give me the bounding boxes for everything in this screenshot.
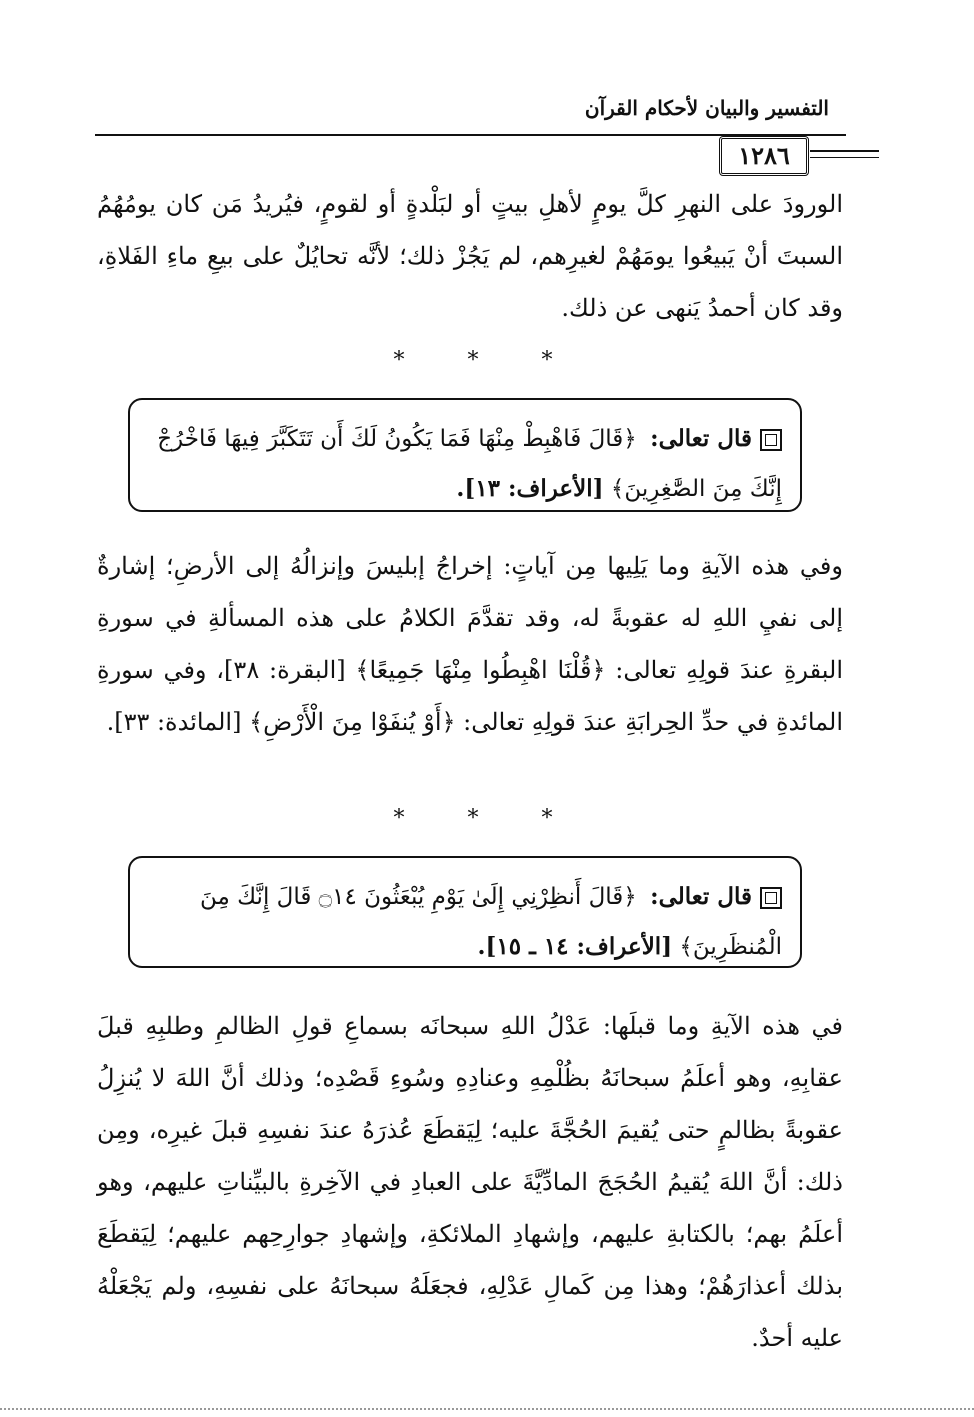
paragraph-2: وفي هذه الآيةِ وما يَلِيها مِن آياتٍ: إخراجُ إبليسَ وإنزالُهُ إلى الأرضِ؛ إشارةٌ إلى نفيِ اللهِ له عقوبةً له، وقد تقدَّمَ الكلامُ على هذه المسألةِ في سورةِ البقرةِ عندَ قولِهِ تعالى: ﴿قُلْنَا اهْبِطُوا مِنْهَا جَمِيعًا﴾ [البقرة: ٣٨]، وفي سورةِ المائدةِ في حدِّ الحِرابَةِ عندَ قولِهِ تعالى: ﴿أَوْ يُنفَوْا مِنَ الْأَرْضِ﴾ [المائدة: ٣٣]. <box>97 552 843 736</box>
page-edge <box>0 1408 974 1412</box>
verse-box-1 <box>128 398 802 512</box>
quran-verse: ﴿قَالَ أَنظِرْنِي إِلَىٰ يَوْمِ يُبْعَثُونَ ۝١٤ قَالَ إِنَّكَ مِنَ الْمُنظَرِينَ﴾ <box>200 884 782 960</box>
section-divider: * * * <box>393 806 581 831</box>
verse-speaker: قال تعالى: <box>650 883 752 910</box>
verse-box-2 <box>128 856 802 968</box>
verse-speaker: قال تعالى: <box>650 425 752 452</box>
header-rule-right-thin <box>810 157 879 158</box>
section-divider: * * * <box>393 348 581 373</box>
paragraph-1: الورودَ على النهرِ كلَّ يومٍ لأهلِ بيتٍ أو لبَلْدةٍ أو لقومٍ، فيُريدُ مَن كان يومُهُمُ السبتَ أنْ يَبيعُوا يومَهُمْ لغيرِهم، لم يَجُزْ ذلك؛ لأنَّه تحايُلٌ على بيعِ ماءِ الفَلاةِ، وقد كان أحمدُ يَنهى عن ذلك. <box>97 190 843 322</box>
verse-reference: [الأعراف: ١٤ ـ ١٥]. <box>477 933 673 960</box>
paragraph-3: في هذه الآيةِ وما قبلَها: عَدْلُ اللهِ سبحانَه بسماعِ قولِ الظالمِ وطلبِهِ قبلَ عقابِهِ، وهو أعلَمُ سبحانَهُ بظُلْمِهِ وعنادِهِ وسُوءِ قَصْدِه؛ وذلك أنَّ اللهَ لا يُنزِلُ عقوبةً بظالمٍ حتى يُقيمَ الحُجَّةَ عليه؛ لِيَقطَعَ عُذرَهُ عندَ نفسِهِ قبلَ غيرِه، ومِن ذلك: أنَّ اللهَ يُقيمُ الحُجَجَ المادِّيَّةَ على العبادِ في الآخِرةِ بالبيِّناتِ عليهم، وهو أعلَمُ بهم؛ بالكتابةِ عليهم، وإشهادِ الملائكةِ، وإشهادِ جوارِحِهم عليهم؛ لِيَقطَعَ بذلك أعذارَهُمْ؛ وهذا مِن كَمالِ عَدْلِهِ، فجعَلَهُ سبحانَهُ على نفسِهِ، ولم يَجْعَلْهُ عليه أحدٌ. <box>97 1012 843 1352</box>
quran-verse: ﴿قَالَ فَاهْبِطْ مِنْهَا فَمَا يَكُونُ لَكَ أَن تَتَكَبَّرَ فِيهَا فَاخْرُجْ إِنَّكَ مِنَ الصَّٰغِرِينَ﴾ <box>157 426 782 502</box>
verse-reference: [الأعراف: ١٣]. <box>456 475 604 502</box>
verse-marker-icon <box>760 429 782 451</box>
page-number: ١٢٨٦ <box>719 136 809 176</box>
header-rule-right <box>810 150 879 152</box>
verse-marker-icon <box>760 887 782 909</box>
running-title: التفسير والبيان لأحكام القرآن <box>584 96 829 120</box>
